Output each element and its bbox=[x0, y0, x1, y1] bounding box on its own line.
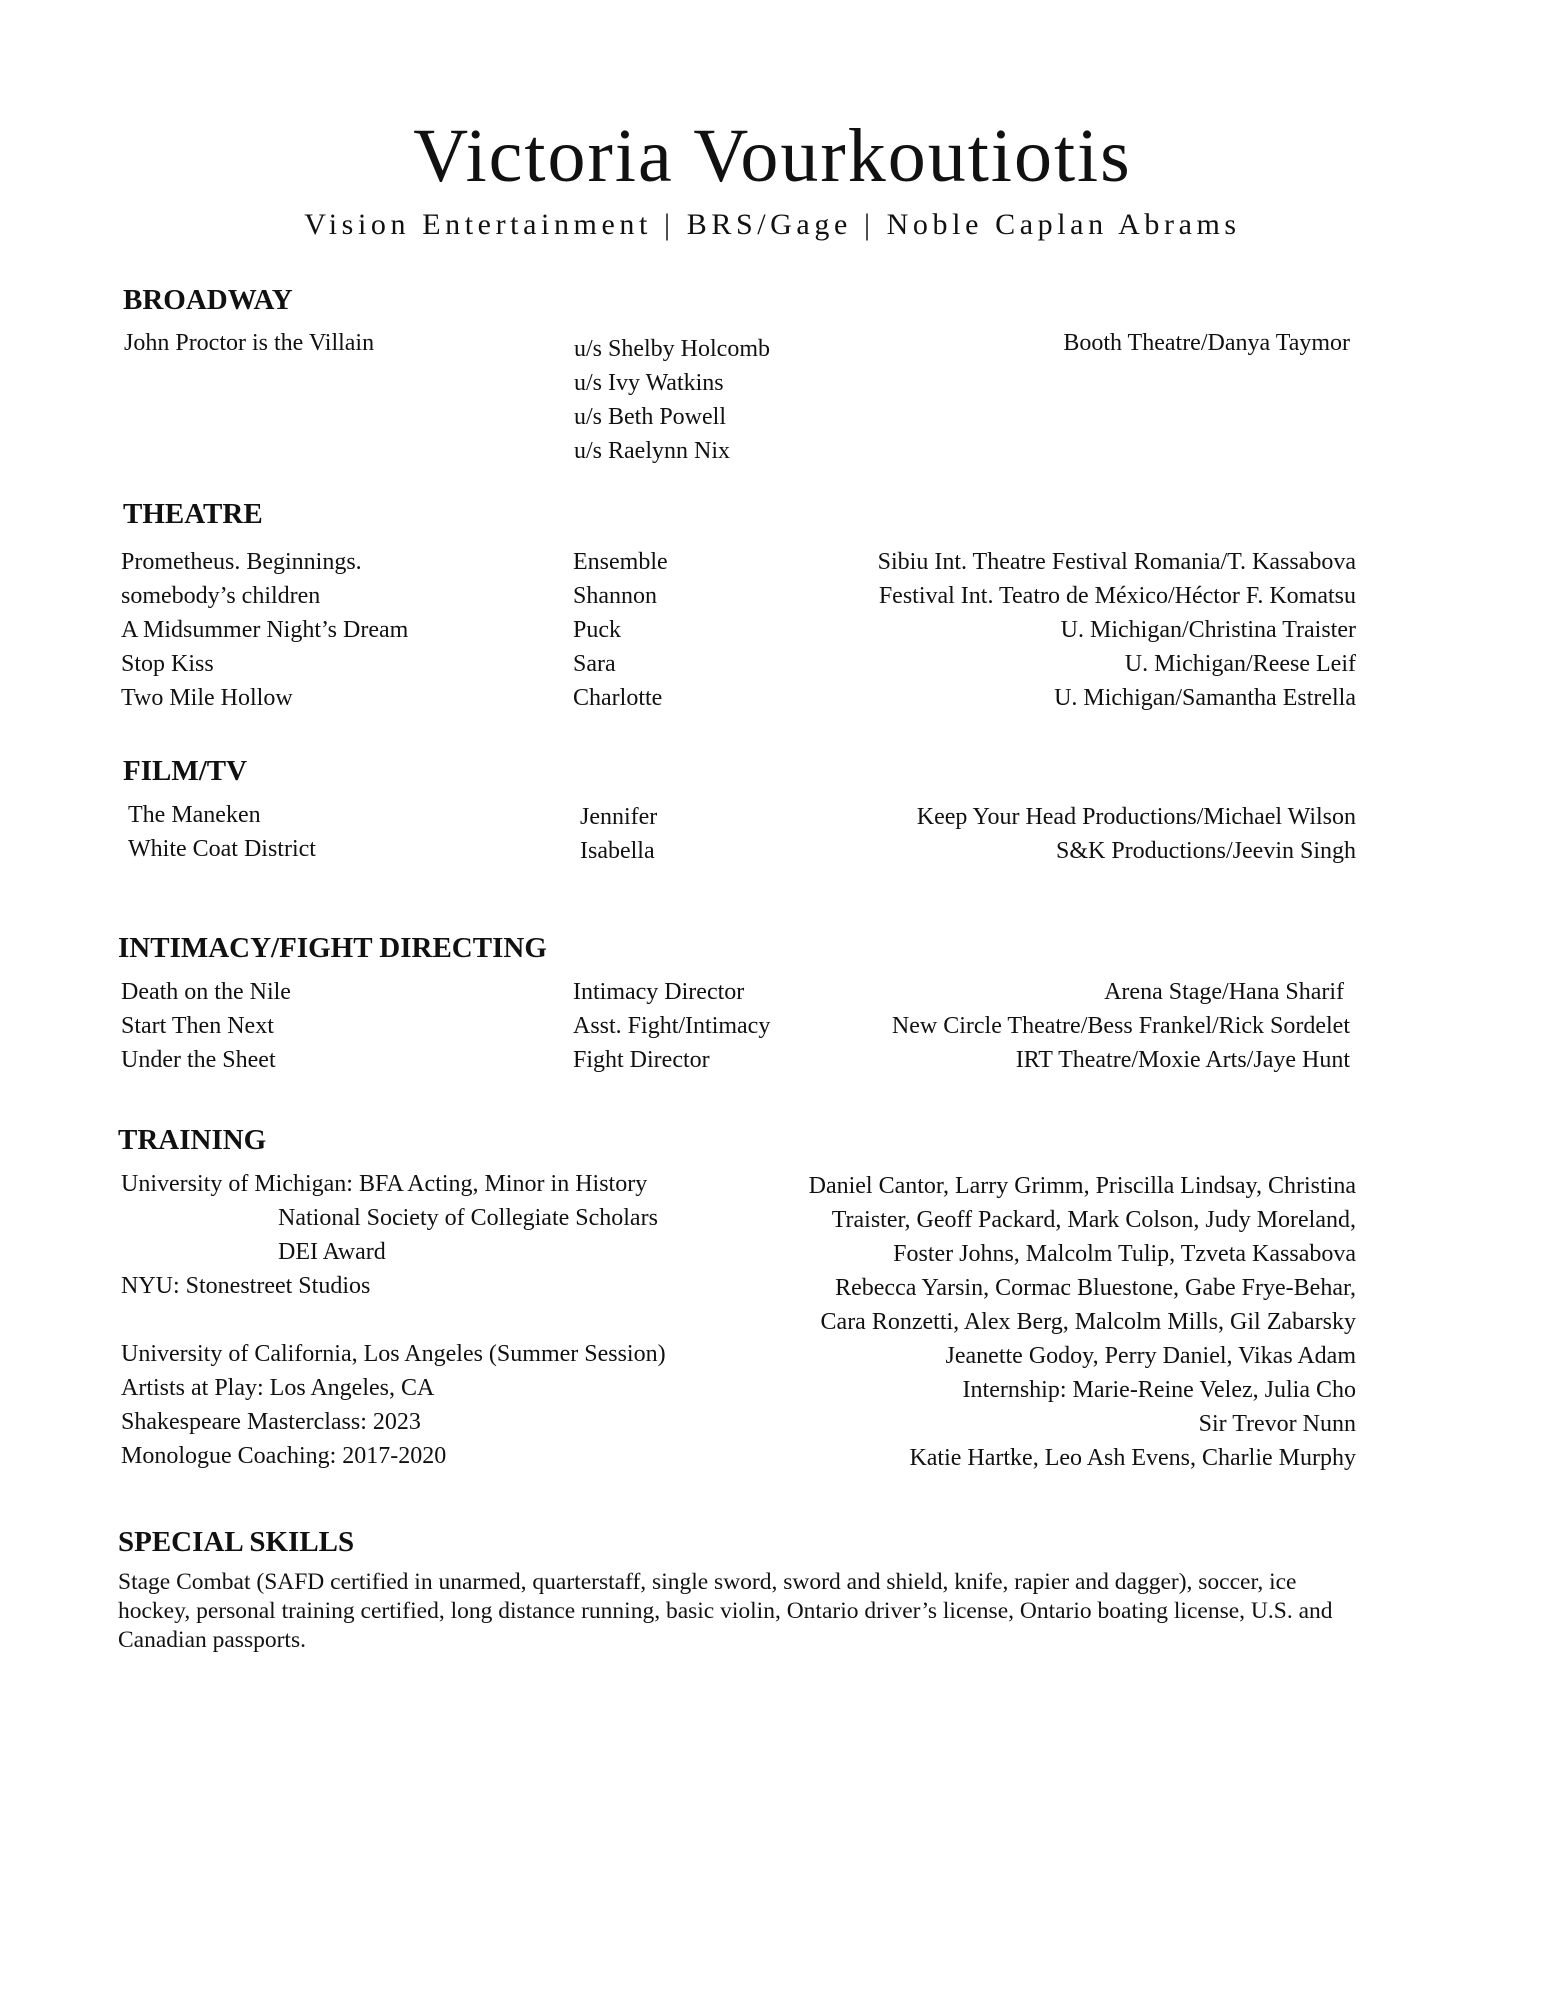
section-title-skills: SPECIAL SKILLS bbox=[118, 1526, 355, 1558]
film-role: Jennifer bbox=[580, 804, 658, 830]
training-teacher-line: Daniel Cantor, Larry Grimm, Priscilla Lindsay, Christina bbox=[808, 1173, 1356, 1199]
film-show: The Maneken bbox=[128, 802, 261, 828]
intimacy-roles bbox=[573, 975, 770, 1077]
theatre-venues bbox=[878, 545, 1356, 715]
intimacy-venue: Arena Stage/Hana Sharif bbox=[1104, 979, 1344, 1005]
film-venue: Keep Your Head Productions/Michael Wilson bbox=[916, 804, 1356, 830]
theatre-shows bbox=[121, 545, 408, 715]
training-teacher-line: Sir Trevor Nunn bbox=[1198, 1411, 1356, 1437]
section-title-film: FILM/TV bbox=[123, 755, 248, 787]
film-show: White Coat District bbox=[128, 836, 316, 862]
theatre-role: Ensemble bbox=[573, 549, 668, 575]
training-teacher-line: Katie Hartke, Leo Ash Evens, Charlie Murphy bbox=[909, 1445, 1356, 1471]
theatre-venue: Sibiu Int. Theatre Festival Romania/T. Kassabova bbox=[877, 549, 1356, 575]
broadway-role: u/s Ivy Watkins bbox=[574, 370, 724, 396]
broadway-roles bbox=[574, 332, 770, 468]
section-title-theatre: THEATRE bbox=[123, 498, 263, 530]
agency-line: Vision Entertainment | BRS/Gage | Noble Caplan Abrams bbox=[304, 208, 1241, 241]
training-item: University of Michigan: BFA Acting, Minor in History bbox=[121, 1171, 648, 1197]
theatre-venue: Festival Int. Teatro de México/Héctor F. Komatsu bbox=[878, 583, 1356, 609]
training-teacher-line: Foster Johns, Malcolm Tulip, Tzveta Kassabova bbox=[893, 1241, 1356, 1267]
training-item: NYU: Stonestreet Studios bbox=[121, 1273, 371, 1299]
intimacy-role: Asst. Fight/Intimacy bbox=[573, 1013, 771, 1039]
theatre-role: Charlotte bbox=[573, 685, 663, 711]
broadway-venue bbox=[1063, 326, 1350, 360]
training-item: University of California, Los Angeles (Summer Session) bbox=[121, 1341, 666, 1367]
intimacy-role: Fight Director bbox=[573, 1047, 710, 1073]
film-shows bbox=[128, 798, 316, 866]
intimacy-role: Intimacy Director bbox=[573, 979, 745, 1005]
broadway-venue-text: Booth Theatre/Danya Taymor bbox=[1063, 330, 1350, 356]
training-teachers bbox=[809, 1169, 1356, 1475]
film-venues bbox=[917, 800, 1356, 868]
training-teacher-line: Cara Ronzetti, Alex Berg, Malcolm Mills, Gil Zabarsky bbox=[820, 1309, 1356, 1335]
broadway-show-title: John Proctor is the Villain bbox=[124, 330, 375, 356]
theatre-venue: U. Michigan/Samantha Estrella bbox=[1054, 685, 1356, 711]
training-teacher-line: Jeanette Godoy, Perry Daniel, Vikas Adam bbox=[945, 1343, 1356, 1369]
theatre-venue: U. Michigan/Reese Leif bbox=[1124, 651, 1356, 677]
training-teacher-line: Rebecca Yarsin, Cormac Bluestone, Gabe Frye-Behar, bbox=[835, 1275, 1356, 1301]
intimacy-show: Start Then Next bbox=[121, 1013, 274, 1039]
theatre-show: Two Mile Hollow bbox=[121, 685, 293, 711]
training-item: Shakespeare Masterclass: 2023 bbox=[121, 1409, 421, 1435]
theatre-show: Prometheus. Beginnings. bbox=[121, 549, 362, 575]
section-title-intimacy: INTIMACY/FIGHT DIRECTING bbox=[118, 932, 547, 964]
training-item: Artists at Play: Los Angeles, CA bbox=[121, 1375, 435, 1401]
intimacy-show: Death on the Nile bbox=[121, 979, 291, 1005]
training-item: DEI Award bbox=[278, 1239, 386, 1265]
broadway-role: u/s Beth Powell bbox=[574, 404, 727, 430]
theatre-venue: U. Michigan/Christina Traister bbox=[1060, 617, 1356, 643]
intimacy-venues bbox=[892, 975, 1350, 1077]
broadway-role: u/s Raelynn Nix bbox=[574, 438, 730, 464]
training-item: National Society of Collegiate Scholars bbox=[278, 1205, 658, 1231]
film-roles bbox=[580, 800, 657, 868]
training-item: Monologue Coaching: 2017-2020 bbox=[121, 1443, 447, 1469]
broadway-role: u/s Shelby Holcomb bbox=[574, 336, 770, 362]
training-schools bbox=[121, 1167, 666, 1473]
theatre-role: Sara bbox=[573, 651, 616, 677]
theatre-show: Stop Kiss bbox=[121, 651, 214, 677]
broadway-show bbox=[124, 326, 374, 360]
theatre-role: Puck bbox=[573, 617, 621, 643]
theatre-show: A Midsummer Night’s Dream bbox=[121, 617, 409, 643]
theatre-role: Shannon bbox=[573, 583, 657, 609]
theatre-roles bbox=[573, 545, 668, 715]
skills-text: Stage Combat (SAFD certified in unarmed, quarterstaff, single sword, sword and shield, knife, rapier and dagger), soccer, ice hockey, personal training certified, long distance running, basic violin, Ontario driver’s license, Ontario boating license, U.S. and Canadian passports. bbox=[118, 1569, 1333, 1653]
intimacy-venue: New Circle Theatre/Bess Frankel/Rick Sordelet bbox=[891, 1013, 1350, 1039]
section-title-training: TRAINING bbox=[118, 1124, 267, 1156]
intimacy-shows bbox=[121, 975, 291, 1077]
section-title-broadway: BROADWAY bbox=[123, 284, 293, 316]
film-venue: S&K Productions/Jeevin Singh bbox=[1055, 838, 1356, 864]
film-role: Isabella bbox=[580, 838, 655, 864]
training-teacher-line: Traister, Geoff Packard, Mark Colson, Judy Moreland, bbox=[831, 1207, 1356, 1233]
theatre-show: somebody’s children bbox=[121, 583, 321, 609]
actor-name: Victoria Vourkoutiotis bbox=[413, 114, 1132, 198]
intimacy-show: Under the Sheet bbox=[121, 1047, 276, 1073]
training-teacher-line: Internship: Marie-Reine Velez, Julia Cho bbox=[962, 1377, 1356, 1403]
intimacy-venue: IRT Theatre/Moxie Arts/Jaye Hunt bbox=[1015, 1047, 1350, 1073]
